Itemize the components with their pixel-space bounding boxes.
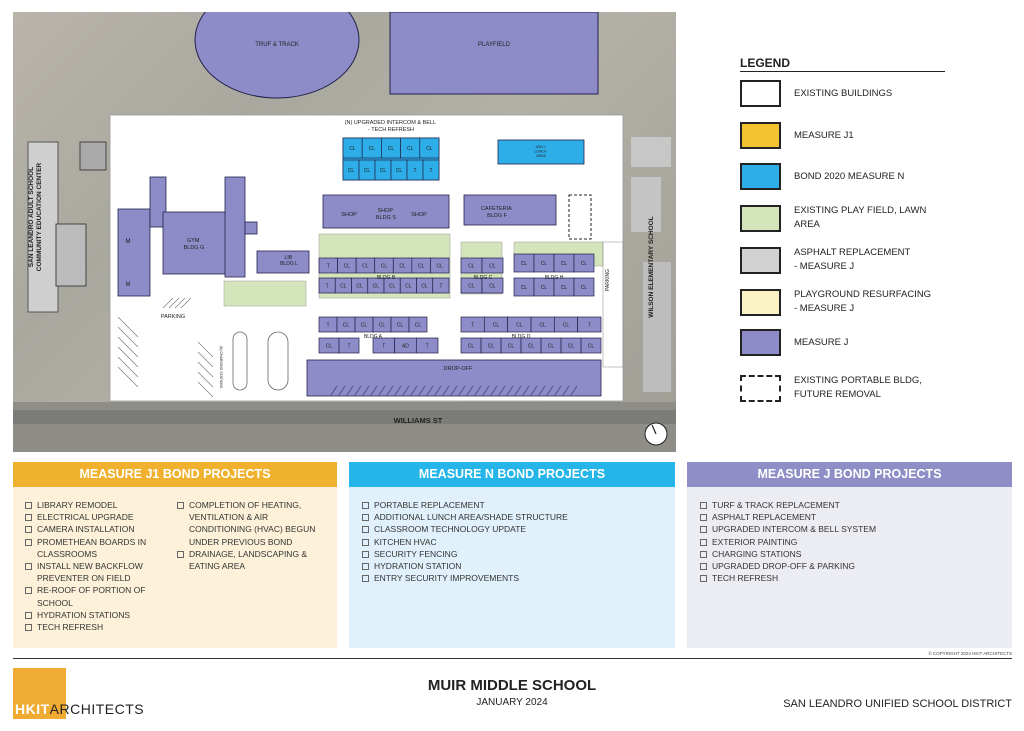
measure-j-list bbox=[700, 499, 1000, 584]
classroom-cell-label: CL bbox=[356, 283, 363, 290]
legend-swatch bbox=[740, 375, 781, 402]
classroom-cell-label: CL bbox=[395, 168, 403, 174]
project-item: PORTABLE REPLACEMENT bbox=[362, 499, 662, 511]
street-area bbox=[13, 402, 676, 452]
legend-swatch bbox=[740, 80, 781, 107]
copyright-note: © COPYRIGHT 2024 HKIT ARCHITECTS bbox=[928, 651, 1012, 656]
classroom-cell-label: CL bbox=[489, 283, 496, 290]
bldg-h-label: BLDG H bbox=[544, 275, 564, 281]
classroom-cell-label: T bbox=[425, 343, 429, 350]
classroom-cell-label: CL bbox=[547, 343, 555, 350]
legend-swatch bbox=[740, 205, 781, 232]
measure-j-title: MEASURE J BOND PROJECTS bbox=[687, 462, 1012, 487]
turf-track-label: TRUF & TRACK bbox=[255, 42, 299, 48]
logo-bold: HKIT bbox=[15, 701, 50, 717]
lunch-area-label bbox=[534, 145, 547, 158]
legend-title: LEGEND bbox=[740, 56, 945, 72]
classroom-cell-label: CL bbox=[406, 146, 414, 152]
classroom-cell-label: T bbox=[429, 168, 433, 174]
bldg-c-label: BLDG C bbox=[473, 275, 493, 281]
classroom-cell-label: CL bbox=[421, 283, 428, 290]
shop-bldg-s-label-line2: BLDG S bbox=[375, 215, 397, 221]
legend bbox=[740, 56, 950, 400]
classroom-cell-label: CL bbox=[360, 322, 368, 329]
classroom-cell-label: CL bbox=[399, 263, 406, 270]
project-item: INSTALL NEW BACKFLOW PREVENTER ON FIELD bbox=[25, 560, 173, 584]
project-item: UPGRADED DROP-OFF & PARKING bbox=[700, 560, 1000, 572]
classroom-cell-label: T bbox=[413, 168, 417, 174]
footer-divider bbox=[13, 658, 1012, 659]
classroom-cell-label: T bbox=[439, 283, 443, 290]
project-item: COMPLETION OF HEATING, VENTILATION & AIR CONDITIONING (HVAC) BEGUN UNDER PREVIOUS BOND bbox=[177, 499, 327, 548]
legend-swatch bbox=[740, 329, 781, 356]
school-title: MUIR MIDDLE SCHOOL bbox=[427, 677, 597, 694]
classroom-cell-label: CL bbox=[580, 261, 588, 267]
classroom-cell-label: CL bbox=[580, 285, 588, 291]
project-item: UPGRADED INTERCOM & BELL SYSTEM bbox=[700, 523, 1000, 535]
project-item: CHARGING STATIONS bbox=[700, 548, 1000, 560]
classroom-cell-label: CL bbox=[587, 343, 595, 350]
legend-swatch bbox=[740, 163, 781, 190]
classroom-cell-label: CL bbox=[520, 261, 528, 267]
classroom-cell-label: CL bbox=[516, 322, 523, 329]
shop-label-1: SHOP bbox=[341, 212, 357, 218]
classroom-cell-label: CL bbox=[378, 322, 386, 329]
logo-rest: ARCHITECTS bbox=[49, 701, 145, 717]
classroom-cell-label: CL bbox=[567, 343, 575, 350]
legend-item bbox=[740, 246, 910, 274]
adult-school-label-line2: COMMUNITY EDUCATION CENTER bbox=[36, 162, 43, 272]
shop-bldg-s-label bbox=[376, 208, 397, 221]
gym-label-line1: GYM bbox=[186, 238, 200, 244]
playfield-label: PLAYFIELD bbox=[478, 42, 510, 48]
classroom-cell-label: CL bbox=[396, 322, 404, 329]
classroom-cell-label: CL bbox=[489, 263, 496, 270]
shop-bldg-s-label-line1: SHOP bbox=[377, 208, 393, 214]
wilson-building-1 bbox=[631, 137, 671, 167]
classroom-cell-label: CL bbox=[414, 322, 422, 329]
classroom-cell-label: T bbox=[326, 322, 330, 329]
measure-n-panel bbox=[349, 462, 675, 648]
classroom-cell-label: CL bbox=[349, 146, 356, 152]
legend-item bbox=[740, 163, 904, 190]
legend-label: EXISTING PLAY FIELD, LAWN AREA bbox=[794, 205, 927, 230]
classroom-cell-label: CL bbox=[540, 261, 548, 267]
classroom-cell-label: CL bbox=[372, 283, 380, 290]
williams-street bbox=[13, 410, 676, 424]
measure-n-title: MEASURE N BOND PROJECTS bbox=[349, 462, 675, 487]
legend-label: EXISTING PORTABLE BLDG, FUTURE REMOVAL bbox=[794, 375, 922, 400]
lunch-area-label-line2: LUNCH bbox=[534, 149, 547, 154]
measure-j1-list-2 bbox=[177, 499, 327, 572]
parking-label-right: PARKING bbox=[605, 268, 611, 292]
project-item: DRAINAGE, LANDSCAPING & EATING AREA bbox=[177, 548, 327, 572]
adult-school-annex bbox=[56, 224, 86, 286]
street-label: WILLIAMS ST bbox=[393, 416, 443, 425]
legend-label: PLAYGROUND RESURFACING - MEASURE J bbox=[794, 289, 932, 314]
measure-j-panel bbox=[687, 462, 1012, 648]
legend-item bbox=[740, 204, 950, 232]
project-item: ASPHALT REPLACEMENT bbox=[700, 511, 1000, 523]
classroom-cell-label: CL bbox=[436, 263, 443, 270]
classroom-cell-label: CL bbox=[468, 283, 475, 290]
classroom-cell-label: T bbox=[587, 322, 591, 329]
classroom-cell-label: CL bbox=[388, 283, 396, 290]
project-item: RE-ROOF OF PORTION OF SCHOOL bbox=[25, 584, 173, 608]
classroom-cell-label: T bbox=[382, 343, 386, 350]
classroom-cell-label: CL bbox=[405, 283, 412, 290]
intercom-note-line1: (N) UPGRADED INTERCOM & BELL bbox=[344, 120, 436, 126]
cafeteria-label-line1: CAFETERIA bbox=[480, 206, 512, 212]
project-item: TECH REFRESH bbox=[700, 572, 1000, 584]
project-item: HYDRATION STATIONS bbox=[25, 609, 173, 621]
legend-label: BOND 2020 MEASURE N bbox=[794, 170, 905, 182]
classroom-cell-label: CL bbox=[379, 168, 387, 174]
project-item: TURF & TRACK REPLACEMENT bbox=[700, 499, 1000, 511]
classroom-cell-label: CL bbox=[340, 283, 347, 290]
classroom-cell-label: CL bbox=[540, 285, 548, 291]
legend-label: ASPHALT REPLACEMENT - MEASURE J bbox=[794, 247, 911, 272]
wilson-building-2 bbox=[631, 177, 661, 232]
project-item: KITCHEN HVAC bbox=[362, 536, 662, 548]
building-m-wing bbox=[118, 209, 150, 296]
classroom-cell-label: CL bbox=[325, 343, 333, 350]
legend-label: MEASURE J bbox=[794, 336, 849, 348]
project-item: SECURITY FENCING bbox=[362, 548, 662, 560]
district-name: SAN LEANDRO UNIFIED SCHOOL DISTRICT bbox=[783, 698, 1012, 710]
legend-swatch bbox=[740, 247, 781, 274]
playfield bbox=[390, 12, 598, 94]
site-plan-drawing bbox=[13, 12, 676, 452]
legend-label: EXISTING BUILDINGS bbox=[794, 87, 893, 99]
project-item: EXTERIOR PAINTING bbox=[700, 536, 1000, 548]
classroom-cell-label: CL bbox=[560, 261, 568, 267]
classroom-cell-label: CL bbox=[468, 263, 475, 270]
classroom-cell-label: CL bbox=[492, 322, 500, 329]
bldg-d-label: BLDG D bbox=[511, 334, 531, 340]
project-item: ENTRY SECURITY IMPROVEMENTS bbox=[362, 572, 662, 584]
parking-label-left: PARKING bbox=[160, 314, 186, 320]
lunch-area-label-line1: ADD'L bbox=[535, 145, 546, 149]
measure-j1-panel bbox=[13, 462, 337, 648]
lunch-area-label-line3: AREA bbox=[536, 154, 546, 158]
date: JANUARY 2024 bbox=[476, 697, 548, 708]
classroom-cell-label: CL bbox=[467, 343, 475, 350]
classroom-cell-label: T bbox=[471, 322, 475, 329]
classroom-cell-label: T bbox=[347, 343, 351, 350]
classroom-cell-label: AD bbox=[402, 343, 409, 350]
classroom-cell-label: CL bbox=[417, 263, 425, 270]
site-map bbox=[13, 12, 676, 452]
m-label-2: M bbox=[125, 282, 131, 288]
classroom-cell-label: T bbox=[325, 283, 329, 290]
project-item: HYDRATION STATION bbox=[362, 560, 662, 572]
wilson-school-label: WILSON ELEMENTARY SCHOOL bbox=[648, 216, 655, 318]
m-label-1: M bbox=[125, 239, 131, 245]
project-item: LIBRARY REMODEL bbox=[25, 499, 173, 511]
gym-east-wing bbox=[225, 177, 245, 277]
existing-portable bbox=[569, 195, 591, 239]
classroom-cell-label: CL bbox=[560, 285, 568, 291]
shop-label-2: SHOP bbox=[411, 212, 427, 218]
classroom-cell-label: CL bbox=[363, 168, 371, 174]
classroom-cell-label: CL bbox=[380, 263, 388, 270]
legend-item bbox=[740, 122, 854, 149]
classroom-cell-label: CL bbox=[343, 263, 351, 270]
classroom-cell-label: CL bbox=[347, 168, 355, 174]
intercom-note-line2: - TECH REFRESH bbox=[367, 127, 415, 133]
classroom-cell-label: CL bbox=[342, 322, 350, 329]
bldg-a-label: BLDG A bbox=[363, 334, 383, 340]
project-item: TECH REFRESH bbox=[25, 621, 173, 633]
project-item: PROMETHEAN BOARDS IN CLASSROOMS bbox=[25, 536, 173, 560]
cafeteria-label-line2: BLDG F bbox=[487, 213, 507, 219]
classroom-cell-label: CL bbox=[539, 322, 546, 329]
legend-item bbox=[740, 80, 892, 107]
lawn-1 bbox=[224, 281, 306, 306]
adult-school-shed bbox=[80, 142, 106, 170]
measure-j1-title: MEASURE J1 BOND PROJECTS bbox=[13, 462, 337, 487]
classroom-cell-label: CL bbox=[527, 343, 535, 350]
classroom-cell-label: CL bbox=[426, 146, 433, 152]
classroom-cell-label: CL bbox=[562, 322, 570, 329]
legend-swatch bbox=[740, 289, 781, 316]
classroom-cell-label: CL bbox=[362, 263, 369, 270]
legend-item bbox=[740, 288, 931, 316]
classroom-cell-label: CL bbox=[520, 285, 528, 291]
legend-swatch bbox=[740, 122, 781, 149]
project-item: ADDITIONAL LUNCH AREA/SHADE STRUCTURE bbox=[362, 511, 662, 523]
classroom-cell-label: CL bbox=[487, 343, 495, 350]
adult-school-label-line1: SAN LEANDRO ADULT SCHOOL bbox=[28, 166, 35, 268]
bldg-b-label: BLDG B bbox=[376, 275, 396, 281]
classroom-cell-label: CL bbox=[387, 146, 395, 152]
lib-label-line1: LIB bbox=[284, 255, 293, 261]
gym-annex bbox=[245, 222, 257, 234]
measure-n-list bbox=[362, 499, 662, 584]
legend-item bbox=[740, 374, 922, 402]
project-item: ELECTRICAL UPGRADE bbox=[25, 511, 173, 523]
drop-off-label: DROP-OFF bbox=[443, 366, 473, 372]
lib-label-line2: BLDG L bbox=[280, 261, 298, 267]
classroom-cell-label: CL bbox=[507, 343, 515, 350]
measure-j1-list-1 bbox=[25, 499, 173, 633]
ev-charging-label: (N) CHARGING STATIONS bbox=[219, 345, 223, 389]
legend-item bbox=[740, 329, 848, 356]
project-item: CLASSROOM TECHNOLOGY UPDATE bbox=[362, 523, 662, 535]
gym-label-line2: BLDG G bbox=[183, 245, 205, 251]
classroom-cell-label: CL bbox=[368, 146, 376, 152]
legend-label: MEASURE J1 bbox=[794, 129, 854, 141]
classroom-cell-label: T bbox=[326, 263, 330, 270]
turf-track bbox=[195, 12, 359, 98]
project-item: CAMERA INSTALLATION bbox=[25, 523, 173, 535]
